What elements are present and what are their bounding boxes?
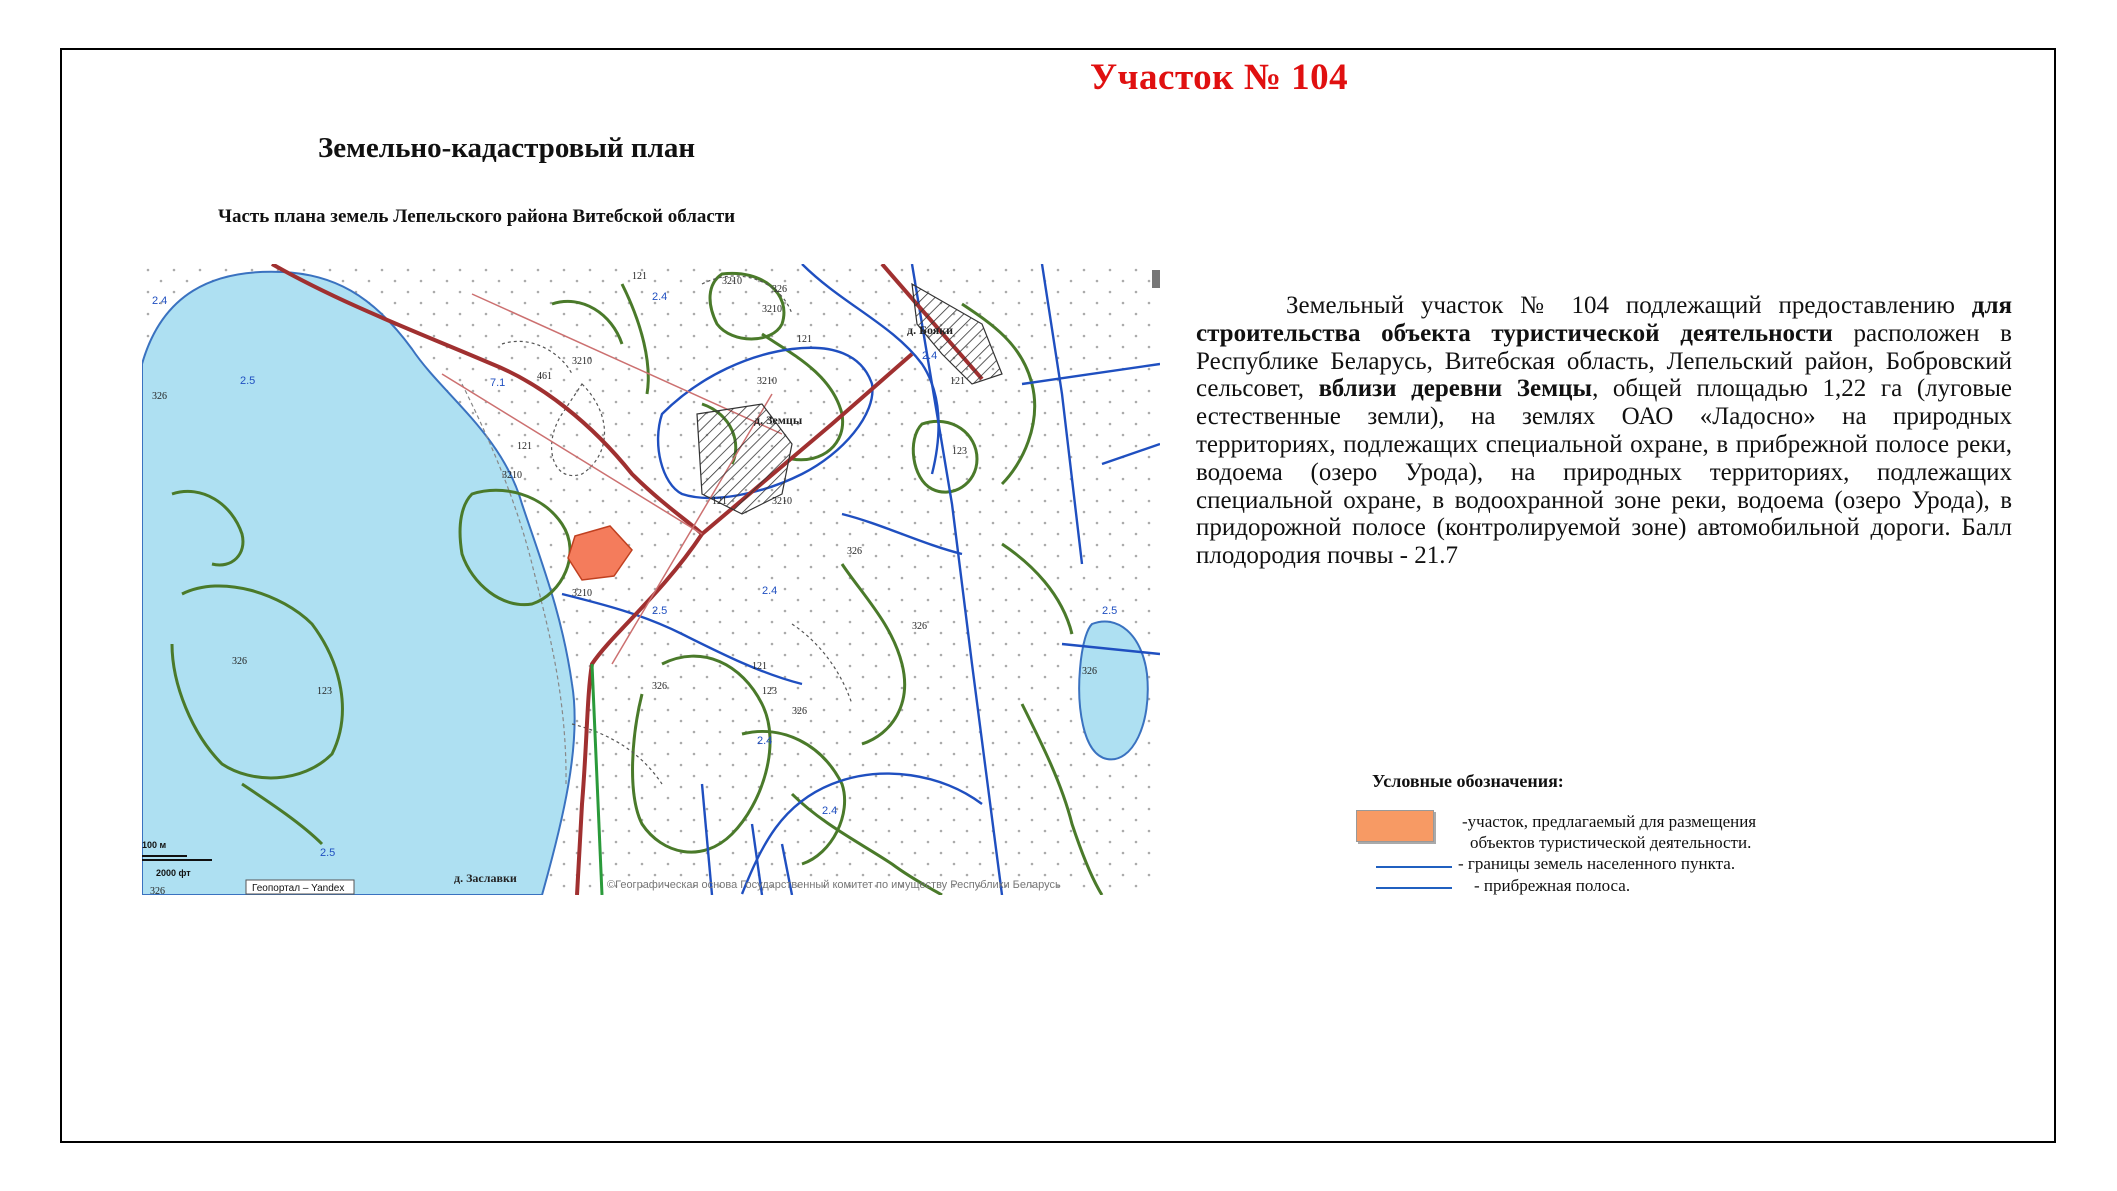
map-scroll-handle bbox=[1152, 270, 1160, 288]
village-label: д. Бояки bbox=[907, 323, 954, 337]
legend-title: Условные обозначения: bbox=[1372, 771, 1564, 791]
scale-bottom-label: 2000 фт bbox=[156, 868, 191, 878]
cadastral-map[interactable] bbox=[142, 264, 1160, 895]
desc-text-3: , общей площадью 1,22 га (луговые естественные земли), на землях ОАО «Ладосно» на природных территориях, подлежащих специальной охране, в прибрежной полосе реки, водоема (озеро Урода), на природных территориях, подлежащих специальной охране, в водоохранной зоне реки, водоема (озеро Урода), в придорожной полосе (контролируемой зоне) автомобильной дороги. Балл плодородия почвы - 21.7 bbox=[1196, 375, 2012, 570]
soil-code-label: 121 bbox=[517, 441, 532, 452]
soil-code-label: 326 bbox=[232, 656, 247, 667]
depth-label: 2.5 bbox=[320, 847, 336, 859]
depth-label: 2.4 bbox=[152, 295, 168, 307]
depth-label: 2.5 bbox=[240, 375, 256, 387]
plan-subtitle: Часть плана земель Лепельского района Витебской области bbox=[218, 206, 736, 227]
soil-code-label: 461 bbox=[537, 371, 552, 382]
soil-code-label: 121 bbox=[712, 496, 727, 507]
soil-code-label: 121 bbox=[950, 376, 965, 387]
soil-code-label: 3210 bbox=[572, 588, 592, 599]
depth-label: 2.4 bbox=[922, 350, 938, 362]
depth-label: 2.5 bbox=[652, 605, 668, 617]
map-copyright: ©Географическая основа Государственный комитет по имуществу Республики Беларусь bbox=[607, 879, 1061, 891]
depth-label: 2.4 bbox=[762, 585, 778, 597]
desc-bold-2: вблизи деревни Земцы bbox=[1318, 375, 1593, 403]
village-label: д. Земцы bbox=[754, 413, 803, 427]
depth-label: 2.4 bbox=[822, 805, 838, 817]
legend-text-parcel-2: объектов туристической деятельности. bbox=[1470, 833, 1752, 852]
soil-code-label: 326 bbox=[150, 886, 165, 895]
desc-bold-1: для строительства объекта туристической деятельности bbox=[1196, 292, 2012, 347]
scale-top-label: 100 м bbox=[142, 840, 167, 850]
legend-text-shore: - прибрежная полоса. bbox=[1474, 876, 1631, 895]
soil-code-label: 3210 bbox=[722, 276, 742, 287]
legend-swatch-parcel bbox=[1356, 810, 1434, 842]
soil-code-label: 123 bbox=[952, 446, 967, 457]
soil-code-label: 326 bbox=[652, 681, 667, 692]
village-label: д. Заславки bbox=[454, 871, 517, 885]
soil-code-label: 121 bbox=[752, 661, 767, 672]
soil-code-label: 326 bbox=[772, 284, 787, 295]
soil-code-label: 123 bbox=[317, 686, 332, 697]
legend-line-shore bbox=[1376, 887, 1452, 889]
soil-code-label: 3210 bbox=[772, 496, 792, 507]
soil-code-label: 326 bbox=[792, 706, 807, 717]
plan-title: Земельно-кадастровый план bbox=[318, 132, 696, 164]
depth-label: 7.1 bbox=[490, 377, 506, 389]
soil-code-label: 326 bbox=[912, 621, 927, 632]
pond bbox=[1079, 621, 1148, 759]
source-label: Геопортал – Yandex bbox=[252, 883, 345, 894]
soil-code-label: 326 bbox=[1082, 666, 1097, 677]
soil-code-label: 3210 bbox=[502, 470, 522, 481]
desc-text-1: Земельный участок № 104 подлежащий предоставлению bbox=[1286, 292, 1972, 319]
parcel-title: Участок № 104 bbox=[1090, 57, 1349, 98]
legend-text-parcel-1: -участок, предлагаемый для размещения bbox=[1462, 812, 1757, 831]
soil-code-label: 121 bbox=[797, 334, 812, 345]
soil-code-label: 123 bbox=[762, 686, 777, 697]
depth-label: 2.4 bbox=[757, 735, 773, 747]
parcel-description bbox=[1196, 292, 2012, 570]
soil-code-label: 3210 bbox=[757, 376, 777, 387]
depth-label: 2.5 bbox=[1102, 605, 1118, 617]
depth-label: 2.4 bbox=[652, 291, 668, 303]
soil-code-label: 326 bbox=[152, 391, 167, 402]
soil-code-label: 3210 bbox=[762, 304, 782, 315]
soil-code-label: 326 bbox=[847, 546, 862, 557]
soil-code-label: 3210 bbox=[572, 356, 592, 367]
desc-text-2: расположен в Республике Беларусь, Витебская область, Лепельский район, Бобровский сельсовет, bbox=[1196, 319, 2012, 403]
legend-line-settlement bbox=[1376, 866, 1452, 868]
soil-code-label: 121 bbox=[632, 271, 647, 282]
legend-text-settlement: - границы земель населенного пункта. bbox=[1458, 854, 1736, 873]
